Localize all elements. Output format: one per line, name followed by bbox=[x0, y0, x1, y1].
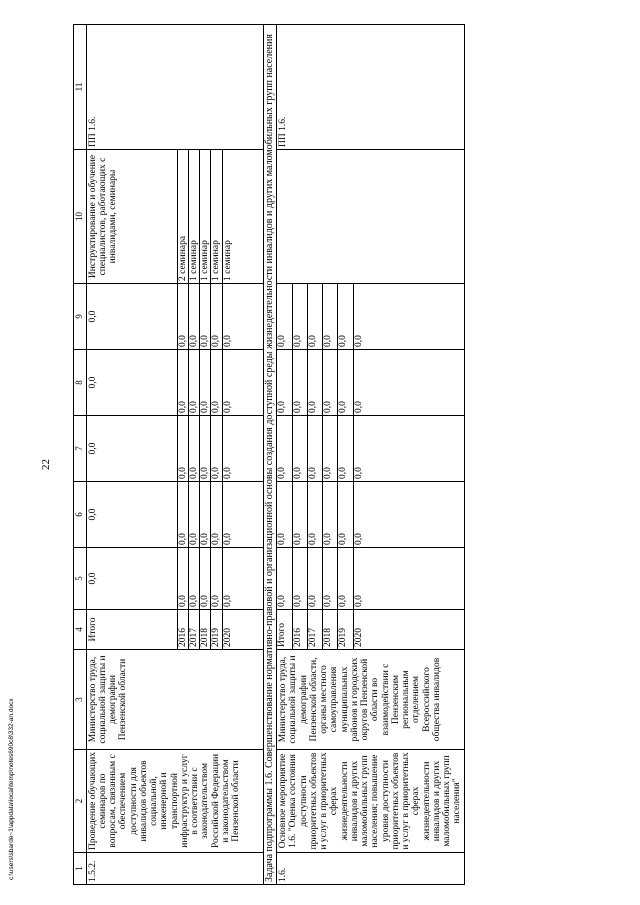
value-cell: 0,0 bbox=[200, 482, 211, 548]
indicator-value: 1 семинар bbox=[200, 150, 211, 284]
value-cell: 0,0 bbox=[222, 416, 263, 482]
rotated-table-container bbox=[73, 25, 635, 885]
value-cell: 0,0 bbox=[211, 416, 222, 482]
value-cell: 0,0 bbox=[86, 482, 177, 548]
value-cell: 0,0 bbox=[188, 416, 199, 482]
value-cell: 0,0 bbox=[86, 416, 177, 482]
value-cell: 0,0 bbox=[277, 416, 292, 482]
value-cell: 0,0 bbox=[222, 482, 263, 548]
table-row bbox=[277, 25, 292, 885]
col-num-7: 7 bbox=[74, 416, 87, 482]
table-row bbox=[86, 25, 177, 885]
col-num-6: 6 bbox=[74, 482, 87, 548]
year-cell: 2019 bbox=[211, 610, 222, 650]
value-cell: 0,0 bbox=[222, 548, 263, 610]
indicator: Инструктирование и обучение специалистов, работающих с инвалидами, семинары bbox=[86, 150, 177, 284]
year-cell: 2019 bbox=[338, 610, 353, 650]
program-table bbox=[73, 24, 465, 885]
value-cell: 0,0 bbox=[86, 548, 177, 610]
row-number: 1.5.2. bbox=[86, 853, 263, 885]
executor: Министерство труда, социальной защиты и демографии Пензенской области, органы местного самоуправления муниципальных районов и городских округов Пензенской области во взаимодействии с Пензенским региональным отделением Всероссийского общества инвалидов bbox=[277, 650, 465, 750]
page-number: 22 bbox=[40, 459, 52, 470]
value-cell: 0,0 bbox=[200, 416, 211, 482]
value-cell: 0,0 bbox=[353, 284, 464, 350]
total-label: Итого bbox=[86, 610, 177, 650]
value-cell: 0,0 bbox=[211, 350, 222, 416]
col-num-8: 8 bbox=[74, 350, 87, 416]
value-cell: 0,0 bbox=[277, 350, 292, 416]
value-cell: 0,0 bbox=[307, 548, 322, 610]
year-cell: 2016 bbox=[177, 610, 188, 650]
value-cell: 0,0 bbox=[292, 416, 307, 482]
value-cell: 0,0 bbox=[292, 548, 307, 610]
value-cell: 0,0 bbox=[188, 548, 199, 610]
header-row bbox=[74, 25, 87, 885]
value-cell: 0,0 bbox=[211, 482, 222, 548]
col-num-11: 11 bbox=[74, 25, 87, 150]
value-cell: 0,0 bbox=[222, 284, 263, 350]
value-cell: 0,0 bbox=[177, 548, 188, 610]
indicator-value: 1 семинар bbox=[188, 150, 199, 284]
value-cell: 0,0 bbox=[188, 284, 199, 350]
value-cell: 0,0 bbox=[277, 548, 292, 610]
year-cell: 2016 bbox=[292, 610, 307, 650]
row-number: 1.6. bbox=[277, 853, 465, 885]
value-cell: 0,0 bbox=[353, 482, 464, 548]
col-num-10: 10 bbox=[74, 150, 87, 284]
year-cell: 2017 bbox=[307, 610, 322, 650]
value-cell: 0,0 bbox=[353, 350, 464, 416]
value-cell: 0,0 bbox=[86, 350, 177, 416]
year-cell: 2018 bbox=[323, 610, 338, 650]
value-cell: 0,0 bbox=[86, 284, 177, 350]
value-cell: 0,0 bbox=[200, 548, 211, 610]
value-cell: 0,0 bbox=[338, 350, 353, 416]
value-cell: 0,0 bbox=[338, 548, 353, 610]
value-cell: 0,0 bbox=[177, 416, 188, 482]
section-title: Задача подпрограммы 1.6. Совершенствование нормативно-правовой и организационной основы создания доступной среды жизнедеятельности инвалидов и других маломобильных групп населения bbox=[263, 25, 277, 885]
year-cell: 2017 bbox=[188, 610, 199, 650]
value-cell: 0,0 bbox=[292, 482, 307, 548]
ref-cell: ПП 1.6. bbox=[86, 25, 263, 150]
value-cell: 0,0 bbox=[292, 350, 307, 416]
col-num-3: 3 bbox=[74, 650, 87, 750]
value-cell: 0,0 bbox=[292, 284, 307, 350]
value-cell: 0,0 bbox=[338, 482, 353, 548]
value-cell: 0,0 bbox=[323, 350, 338, 416]
col-num-9: 9 bbox=[74, 284, 87, 350]
value-cell: 0,0 bbox=[211, 284, 222, 350]
value-cell: 0,0 bbox=[277, 284, 292, 350]
value-cell: 0,0 bbox=[323, 284, 338, 350]
value-cell: 0,0 bbox=[323, 548, 338, 610]
value-cell: 0,0 bbox=[177, 284, 188, 350]
col-num-4: 4 bbox=[74, 610, 87, 650]
value-cell: 0,0 bbox=[307, 416, 322, 482]
value-cell: 0,0 bbox=[277, 482, 292, 548]
value-cell: 0,0 bbox=[307, 284, 322, 350]
value-cell: 0,0 bbox=[177, 350, 188, 416]
value-cell: 0,0 bbox=[338, 284, 353, 350]
ref-cell: ПП 1.6. bbox=[277, 25, 465, 150]
col-num-1: 1 bbox=[74, 853, 87, 885]
indicator-empty bbox=[277, 150, 465, 284]
value-cell: 0,0 bbox=[353, 416, 464, 482]
value-cell: 0,0 bbox=[353, 548, 464, 610]
footer-path: c:\users\sbarde~1\appdata\local\temp\notes690c8\332-an.docx bbox=[8, 698, 15, 880]
indicator-value: 1 семинар bbox=[211, 150, 222, 284]
measure-name: Проведение обучающих семинаров по вопросам, связанным с обеспечением доступности для инвалидов объектов социальной, инженерной и транспортной инфраструктур и услуг в соответствии с законодательством Российской Федерации и законодательством Пензенской области bbox=[86, 750, 263, 853]
indicator-value: 1 семинар bbox=[222, 150, 263, 284]
section-row bbox=[263, 25, 277, 885]
executor: Министерство труда, социальной защиты и демографии Пензенской области bbox=[86, 650, 263, 750]
value-cell: 0,0 bbox=[211, 548, 222, 610]
value-cell: 0,0 bbox=[307, 350, 322, 416]
indicator-value: 2 семинара bbox=[177, 150, 188, 284]
value-cell: 0,0 bbox=[177, 482, 188, 548]
value-cell: 0,0 bbox=[307, 482, 322, 548]
value-cell: 0,0 bbox=[338, 416, 353, 482]
year-cell: 2020 bbox=[353, 610, 464, 650]
col-num-2: 2 bbox=[74, 750, 87, 853]
value-cell: 0,0 bbox=[188, 350, 199, 416]
col-num-5: 5 bbox=[74, 548, 87, 610]
value-cell: 0,0 bbox=[200, 350, 211, 416]
value-cell: 0,0 bbox=[222, 350, 263, 416]
measure-name: Основное мероприятие 1.6. "Оценка состояния доступности приоритетных объектов и услуг в приоритетных сферах жизнедеятельности инвалидов и других маломобильных групп населения; повышение уровня доступности приоритетных объектов и услуг в приоритетных сферах жизнедеятельности инвалидов и других маломобильных групп населения" bbox=[277, 750, 465, 853]
year-cell: 2018 bbox=[200, 610, 211, 650]
value-cell: 0,0 bbox=[323, 416, 338, 482]
value-cell: 0,0 bbox=[200, 284, 211, 350]
value-cell: 0,0 bbox=[188, 482, 199, 548]
value-cell: 0,0 bbox=[323, 482, 338, 548]
year-cell: 2020 bbox=[222, 610, 263, 650]
year-cell: Итого bbox=[277, 610, 292, 650]
